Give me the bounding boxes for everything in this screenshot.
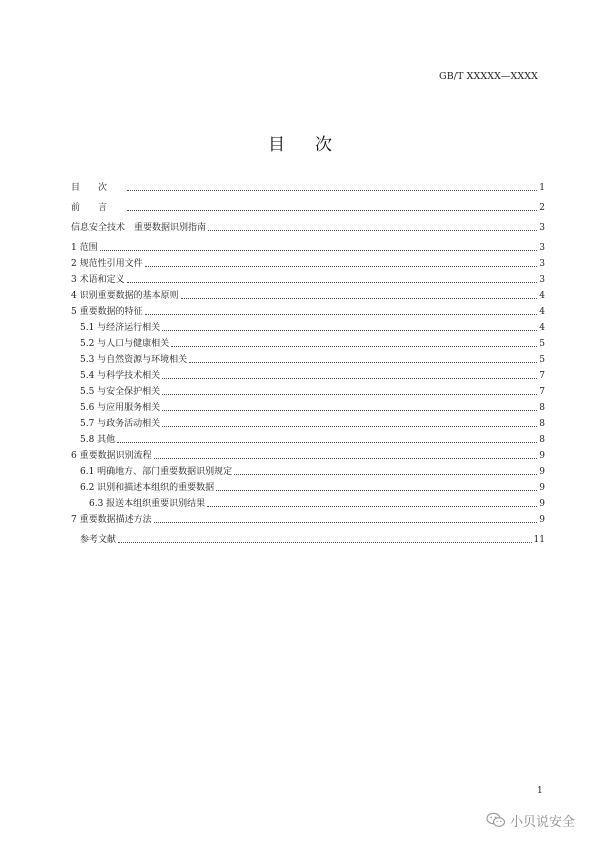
toc-entry-page: 11	[533, 535, 545, 545]
toc-entry-label: 5 重要数据的特征	[71, 307, 143, 317]
toc-leader-dots	[154, 521, 538, 523]
toc-entry-label: 目次	[71, 183, 126, 193]
toc-entry-page: 8	[539, 403, 545, 413]
toc-entry-label: 6.3 报送本组织重要识别结果	[89, 499, 206, 509]
toc-leader-dots	[162, 377, 537, 379]
toc-leader-dots	[171, 345, 537, 347]
toc-entry-label: 7 重要数据描述方法	[71, 515, 152, 525]
toc-leader-dots	[162, 409, 537, 411]
toc-leader-dots	[216, 489, 537, 491]
toc-leader-dots	[117, 441, 537, 443]
toc-entry-page: 8	[539, 419, 545, 429]
toc-entry-page: 4	[539, 291, 545, 301]
toc-leader-dots	[208, 229, 537, 231]
toc-entry-4[interactable]	[71, 286, 545, 302]
toc-entry-5-5[interactable]	[71, 382, 545, 398]
toc-leader-dots	[189, 361, 537, 363]
page-title: 目次	[268, 135, 362, 155]
toc-leader-dots	[162, 425, 537, 427]
watermark-text: 小贝说安全	[510, 814, 576, 830]
toc-entry-3[interactable]	[71, 270, 545, 286]
toc-entry-1[interactable]	[71, 238, 545, 254]
toc-leader-dots	[181, 297, 538, 299]
toc-entry-document-title[interactable]	[71, 218, 545, 234]
toc-entry-6-3[interactable]	[71, 494, 545, 510]
toc-entry-label: 5.3 与自然资源与环境相关	[80, 355, 188, 365]
toc-entry-label: 5.5 与安全保护相关	[80, 387, 161, 397]
toc-entry-page: 3	[539, 223, 545, 233]
toc-leader-dots	[154, 457, 538, 459]
toc-entry-label: 信息安全技术 重要数据识别指南	[71, 223, 207, 233]
toc-entry-page: 7	[539, 387, 545, 397]
toc-entry-label: 5.7 与政务活动相关	[80, 419, 161, 429]
toc-entry-5-1[interactable]	[71, 318, 545, 334]
toc-entry-6-1[interactable]	[71, 462, 545, 478]
toc-leader-dots	[100, 249, 538, 251]
toc-entry-page: 3	[539, 259, 545, 269]
toc-entry-5-6[interactable]	[71, 398, 545, 414]
toc-leader-dots	[127, 189, 537, 191]
toc-leader-dots	[118, 541, 532, 543]
toc-entry-5-2[interactable]	[71, 334, 545, 350]
toc-entry-label: 6.1 明确地方、部门重要数据识别规定	[80, 467, 233, 477]
toc-entry-page: 5	[539, 339, 545, 349]
toc-entry-label: 5.4 与科学技术相关	[80, 371, 161, 381]
standard-code: GB/T XXXXX—XXXX	[439, 71, 538, 82]
toc-entry-page: 5	[539, 355, 545, 365]
toc-leader-dots	[127, 281, 538, 283]
toc-entry-5-3[interactable]	[71, 350, 545, 366]
toc-entry-bibliography[interactable]	[71, 530, 545, 546]
toc-entry-label: 6 重要数据识别流程	[71, 451, 152, 461]
wechat-icon	[486, 812, 506, 828]
toc-entry-page: 9	[539, 467, 545, 477]
toc-entry-2[interactable]	[71, 254, 545, 270]
toc-entry-page: 9	[539, 483, 545, 493]
toc-entry-label: 4 识别重要数据的基本原则	[71, 291, 179, 301]
toc-entry-label: 5.2 与人口与健康相关	[80, 339, 170, 349]
toc-leader-dots	[234, 473, 537, 475]
toc-entry-page: 4	[539, 307, 545, 317]
toc-leader-dots	[145, 313, 538, 315]
toc-entry-label: 5.8 其他	[80, 435, 116, 445]
toc-entry-contents[interactable]	[71, 178, 545, 194]
toc-entry-5-4[interactable]	[71, 366, 545, 382]
toc-entry-5[interactable]	[71, 302, 545, 318]
toc-entry-label: 参考文献	[80, 535, 117, 545]
toc-entry-page: 9	[539, 515, 545, 525]
toc-entry-page: 2	[539, 203, 545, 213]
toc-entry-6-2[interactable]	[71, 478, 545, 494]
toc-entry-label: 5.6 与应用服务相关	[80, 403, 161, 413]
toc-leader-dots	[162, 329, 537, 331]
toc-entry-label: 5.1 与经济运行相关	[80, 323, 161, 333]
toc-entry-5-8[interactable]	[71, 430, 545, 446]
toc-entry-label: 3 术语和定义	[71, 275, 125, 285]
toc-leader-dots	[162, 393, 537, 395]
toc-entry-page: 7	[539, 371, 545, 381]
toc-entry-label: 6.2 识别和描述本组织的重要数据	[80, 483, 215, 493]
table-of-contents	[71, 178, 545, 546]
toc-leader-dots	[145, 265, 538, 267]
toc-entry-page: 3	[539, 243, 545, 253]
toc-entry-page: 1	[539, 183, 545, 193]
toc-entry-6[interactable]	[71, 446, 545, 462]
page-number: 1	[537, 786, 543, 796]
toc-entry-label: 1 范围	[71, 243, 98, 253]
toc-entry-label: 前言	[71, 203, 126, 213]
toc-entry-7[interactable]	[71, 510, 545, 526]
toc-entry-page: 9	[539, 499, 545, 509]
toc-entry-page: 3	[539, 275, 545, 285]
toc-leader-dots	[127, 209, 537, 211]
toc-entry-page: 4	[539, 323, 545, 333]
toc-entry-page: 8	[539, 435, 545, 445]
toc-entry-5-7[interactable]	[71, 414, 545, 430]
toc-entry-page: 9	[539, 451, 545, 461]
toc-leader-dots	[207, 505, 537, 507]
toc-entry-label: 2 规范性引用文件	[71, 259, 143, 269]
toc-entry-foreword[interactable]	[71, 198, 545, 214]
watermark	[486, 810, 575, 830]
